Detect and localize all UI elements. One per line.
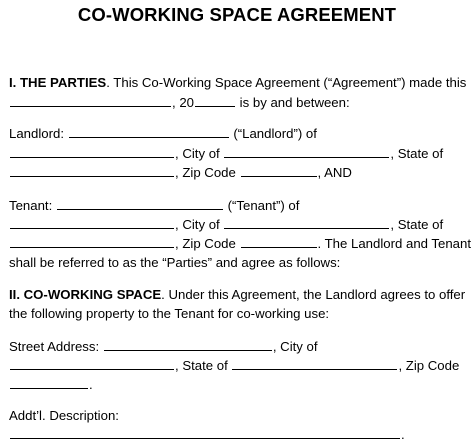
description-blank-line (9, 427, 405, 443)
tenant-name-line (9, 198, 299, 214)
tenant-state-label: , State of (390, 217, 444, 232)
space-zip-period: . (89, 377, 93, 392)
landlord-and: , AND (317, 165, 352, 180)
landlord-city-label: , City of (175, 146, 220, 161)
description-label: Addt’l. Description: (9, 408, 119, 423)
space-city-blank[interactable] (10, 358, 174, 370)
parties-referred-line (9, 255, 340, 271)
landlord-role: (“Landlord”) of (233, 126, 317, 141)
space-intro-text: . Under this Agreement, the Landlord agrees to offer (161, 287, 466, 302)
date-year-blank[interactable] (195, 95, 235, 107)
street-address-label: Street Address: (9, 339, 100, 354)
tenant-city-label: , City of (175, 217, 220, 232)
landlord-zip-blank[interactable] (241, 165, 317, 177)
landlord-zip-line (9, 165, 352, 181)
parties-intro-text: . This Co-Working Space Agreement (“Agreement”) made this (106, 75, 467, 90)
landlord-zip-label: , Zip Code (175, 165, 236, 180)
date-year-prefix: , 20 (172, 95, 194, 110)
space-city-label: , City of (272, 339, 318, 354)
parties-referred-text: shall be referred to as the “Parties” and agree as follows: (9, 255, 341, 270)
tenant-state-blank[interactable] (10, 236, 174, 248)
space-heading: II. CO-WORKING SPACE (9, 287, 162, 302)
space-state-label: , State of (175, 358, 228, 373)
tenant-zip-blank[interactable] (241, 236, 317, 248)
description-blank[interactable] (10, 427, 400, 439)
parties-intro-line (9, 75, 466, 91)
tenant-address-line (9, 217, 443, 233)
tenant-zip-label: , Zip Code (175, 236, 236, 251)
landlord-city-blank[interactable] (224, 146, 389, 158)
description-period: . (401, 427, 405, 442)
space-zip-label: , Zip Code (398, 358, 460, 373)
space-intro-line (9, 287, 465, 303)
description-label-line (9, 408, 119, 424)
street-address-blank[interactable] (104, 339, 272, 351)
street-address-line (9, 339, 318, 355)
tenant-name-blank[interactable] (57, 198, 223, 210)
landlord-state-blank[interactable] (10, 165, 174, 177)
landlord-state-label: , State of (390, 146, 444, 161)
agreement-date-line (9, 95, 350, 111)
landlord-name-line (9, 126, 317, 142)
landlord-label: Landlord: (9, 126, 64, 141)
space-state-blank[interactable] (232, 358, 397, 370)
space-state-line (9, 358, 459, 374)
tenant-tail: . The Landlord and Tenant (317, 236, 472, 251)
tenant-role: (“Tenant”) of (227, 198, 300, 213)
space-intro-text-2: the following property to the Tenant for co-working use: (9, 306, 330, 321)
landlord-address-line (9, 146, 443, 162)
space-zip-line (9, 377, 93, 393)
tenant-city-blank[interactable] (224, 217, 389, 229)
landlord-name-blank[interactable] (69, 126, 229, 138)
tenant-street-blank[interactable] (10, 217, 174, 229)
space-zip-blank[interactable] (10, 377, 88, 389)
document-title: CO-WORKING SPACE AGREEMENT (77, 4, 397, 25)
tenant-label: Tenant: (9, 198, 53, 213)
space-intro-line-2 (9, 306, 329, 322)
tenant-zip-line (9, 236, 471, 252)
date-day-month-blank[interactable] (10, 95, 171, 107)
date-end-text: is by and between: (239, 95, 350, 110)
parties-heading: I. THE PARTIES (9, 75, 107, 90)
landlord-street-blank[interactable] (10, 146, 174, 158)
